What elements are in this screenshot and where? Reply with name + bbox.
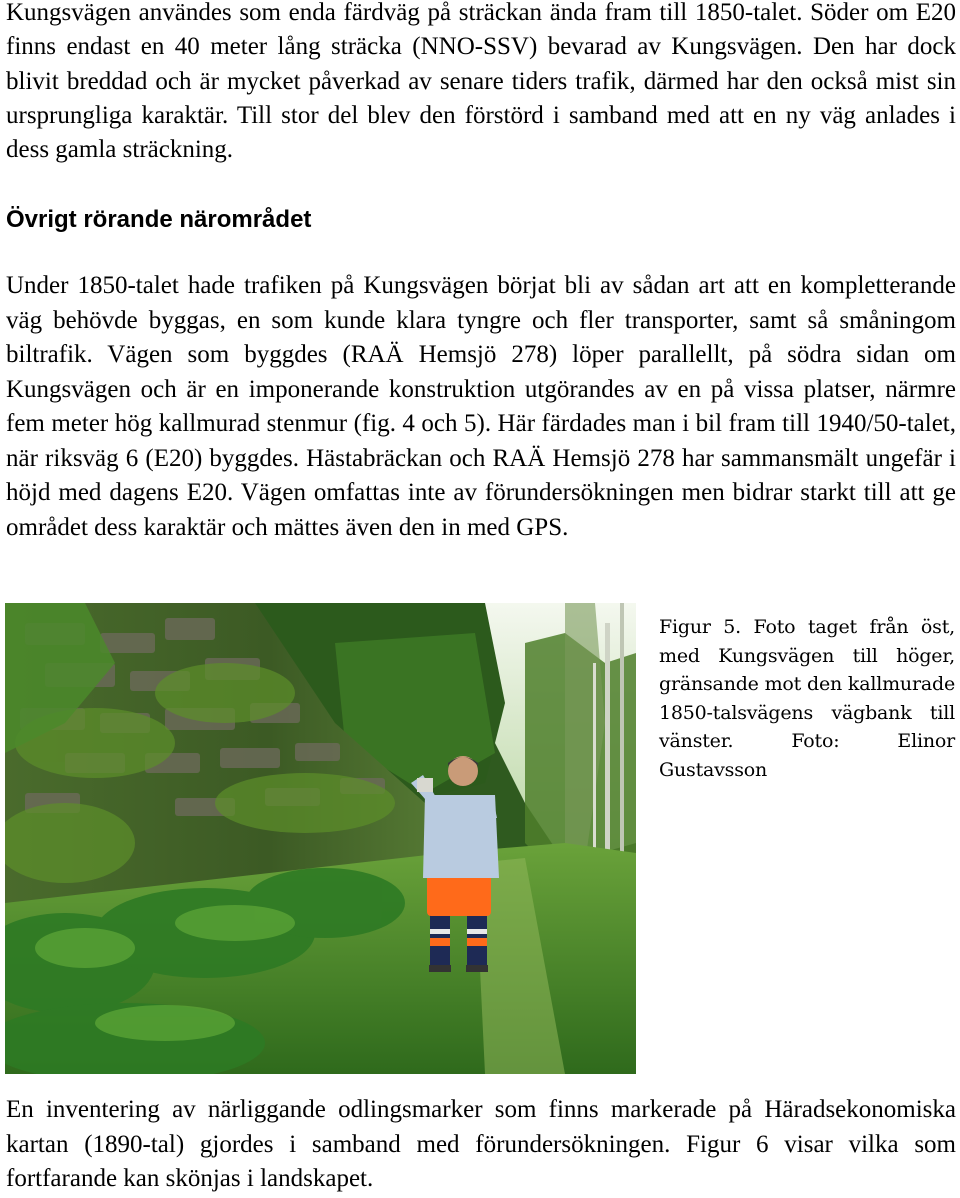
figure-caption: Figur 5. Foto taget från öst, med Kungsvägen till höger, gränsande mot den kallmurade 1850-talsvägens vägbank till vänster. Foto: Elinor Gustavsson <box>659 616 955 781</box>
closing-paragraph: En inventering av närliggande odlingsmarker som finns markerade på Häradsekonomiska kartan (1890-tal) gjordes i samband med förundersökningen. Figur 6 visar vilka som fortfarande kan skönjas i landskapet. <box>6 1096 956 1192</box>
photo-illustration <box>5 603 636 1074</box>
section-heading: Övrigt rörande närområdet <box>6 206 312 233</box>
figure-photo <box>5 603 636 1074</box>
intro-paragraph: Kungsvägen användes som enda färdväg på sträckan ända fram till 1850-talet. Söder om E20 finns endast en 40 meter lång sträcka (NNO-SSV) bevarad av Kungsvägen. Den har dock blivit breddad och är mycket påverkad av senare tiders trafik, därmed har den också mist sin ursprungliga karaktär. Till stor del blev den förstörd i samband med att en ny väg anlades i dess gamla sträckning. <box>6 0 956 164</box>
main-paragraph: Under 1850-talet hade trafiken på Kungsvägen börjat bli av sådan art att en kompletterande väg behövde byggas, en som kunde klara tyngre och fler transporter, samt så småningom biltrafik. Vägen som byggdes (RAÄ Hemsjö 278) löper parallellt, på södra sidan om Kungsvägen och är en imponerande konstruktion utgörandes av en på vissa platser, närmre fem meter hög kallmurad stenmur (fig. 4 och 5). Här färdades man i bil fram till 1940/50-talet, när riksväg 6 (E20) byggdes. Hästabräckan och RAÄ Hemsjö 278 har sammansmält ungefär i höjd med dagens E20. Vägen omfattas inte av förundersökningen men bidrar starkt till att ge området dess karaktär och mättes även den in med GPS. <box>6 272 956 541</box>
